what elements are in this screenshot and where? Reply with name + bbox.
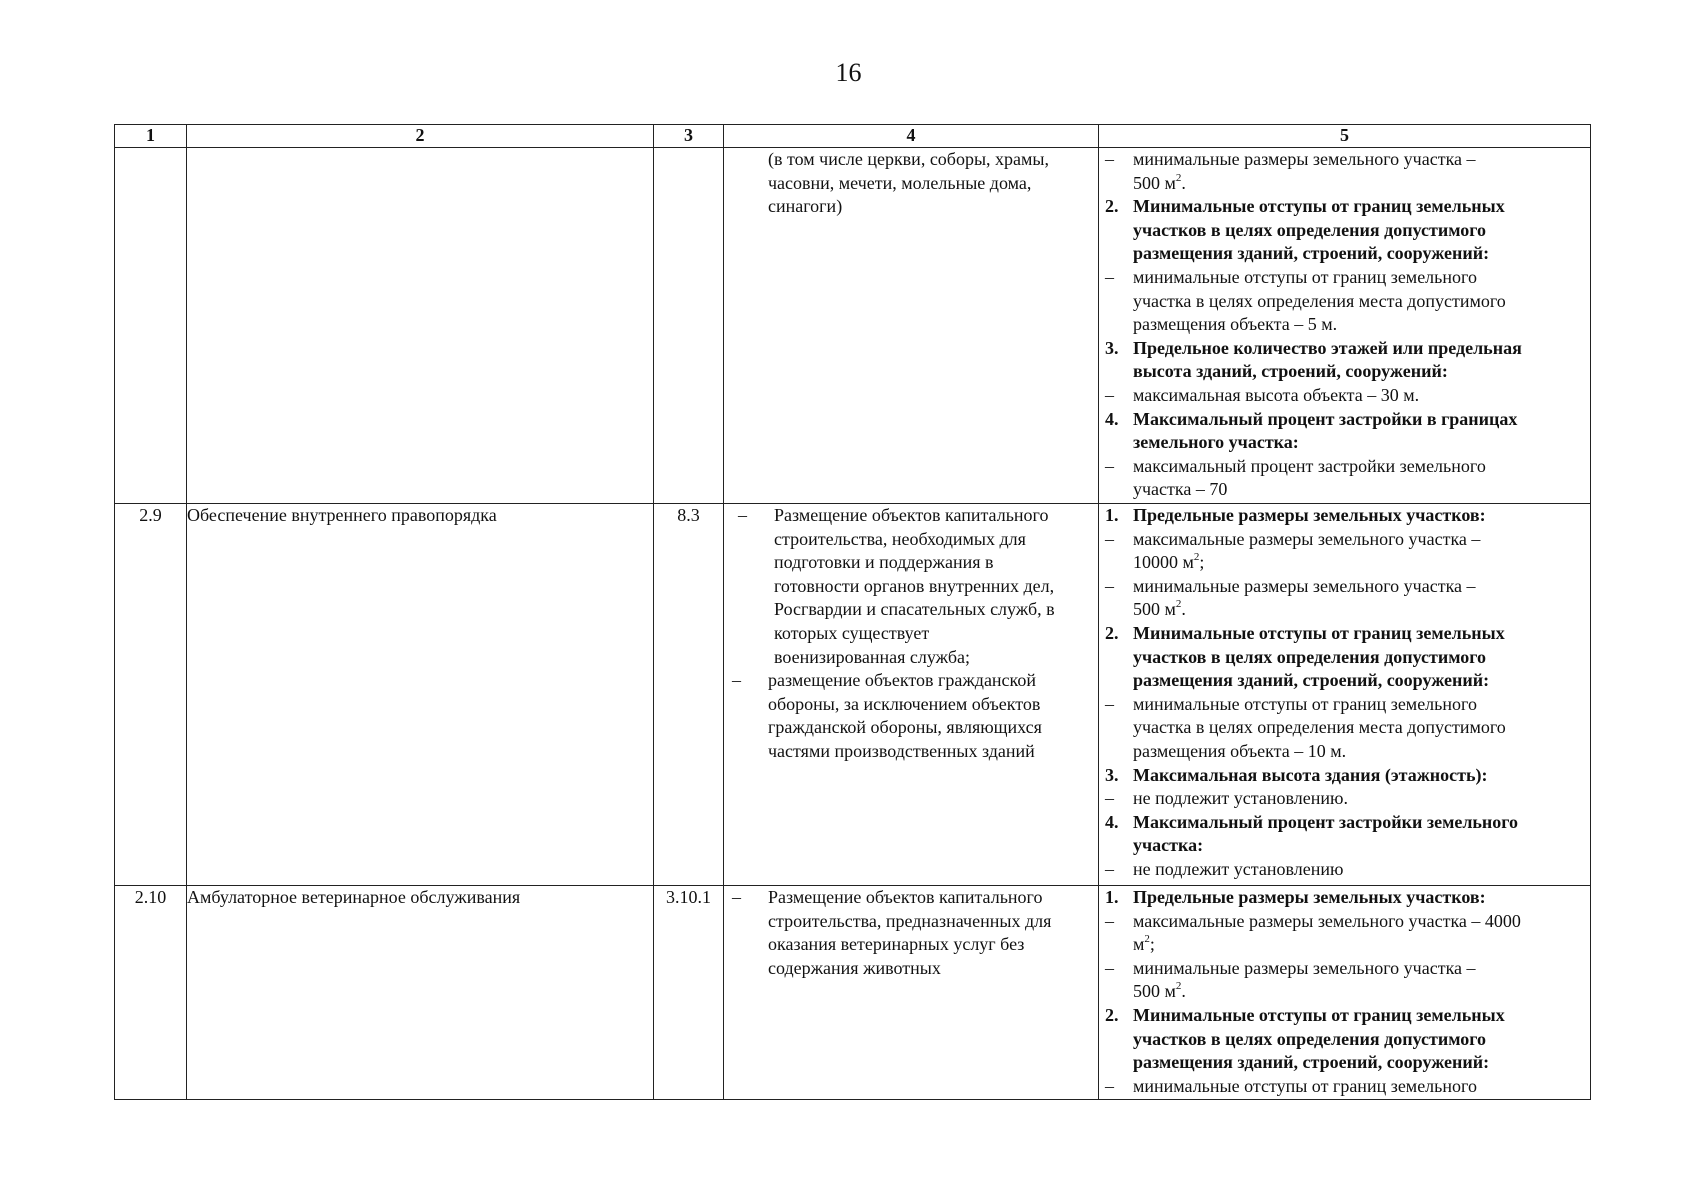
parameter-line: [1099, 313, 1590, 337]
parameter-text: Минимальные отступы от границ земельных: [1133, 196, 1505, 217]
parameter-text: минимальные отступы от границ земельного: [1133, 693, 1477, 714]
parameter-text: максимальные размеры земельного участка –: [1133, 528, 1481, 549]
parameter-line: [1099, 266, 1590, 290]
list-marker: –: [738, 505, 747, 525]
parameter-line: [1099, 910, 1590, 934]
description-text: оказания ветеринарных услуг без: [768, 934, 1025, 955]
parameter-text: размещения объекта – 5 м.: [1133, 314, 1338, 335]
dash-marker: –: [1105, 149, 1114, 169]
description-text: частями производственных зданий: [768, 740, 1035, 761]
permitted-use-name: Обеспечение внутреннего правопорядка: [187, 504, 654, 886]
classifier-code: [654, 148, 724, 504]
parameter-text: не подлежит установлению: [1133, 858, 1344, 879]
parameter-line: [1099, 337, 1590, 361]
punctuation: ;: [1199, 552, 1205, 573]
table-row: [115, 504, 1591, 886]
unit-exponent: 2: [1175, 598, 1182, 611]
description-text: размещение объектов гражданской: [768, 670, 1037, 691]
parameter-text: Предельные размеры земельных участков:: [1133, 505, 1486, 525]
parameters: [1099, 504, 1591, 886]
table-header-row: [115, 125, 1591, 148]
parameter-line: [1099, 242, 1590, 266]
punctuation: .: [1181, 981, 1186, 1002]
classifier-code: 8.3: [654, 504, 724, 886]
parameter-line: [1099, 528, 1590, 552]
description-line: [724, 172, 1098, 196]
row-number: [115, 148, 187, 504]
dash-marker: –: [1105, 575, 1114, 596]
description-line: [724, 504, 1098, 528]
parameter-text: участка – 70: [1133, 479, 1228, 500]
item-number: 2.: [1105, 622, 1119, 643]
parameter-text: участков в целях определения допустимого: [1133, 1028, 1486, 1049]
item-number: 1.: [1105, 505, 1119, 525]
parameter-line: [1099, 834, 1590, 858]
parameter-text: Предельные размеры земельных участков:: [1133, 887, 1486, 907]
list-marker: –: [732, 887, 741, 907]
permitted-use-name: Амбулаторное ветеринарное обслуживания: [187, 886, 654, 1100]
parameter-line: [1099, 740, 1590, 764]
description-text: гражданской обороны, являющихся: [768, 717, 1042, 738]
parameter-text: максимальный процент застройки земельного: [1133, 455, 1486, 476]
parameter-line: [1099, 219, 1590, 243]
parameter-text: 10000 м: [1133, 552, 1194, 573]
unit-exponent: 2: [1175, 980, 1182, 993]
description-line: [724, 933, 1098, 957]
parameter-line: [1099, 764, 1590, 788]
parameter-line: [1099, 504, 1590, 528]
description-text: синагоги): [768, 196, 843, 217]
description-line: [724, 148, 1098, 172]
use-description: [724, 886, 1099, 1100]
item-number: 4.: [1105, 408, 1119, 429]
parameter-text: максимальная высота объекта – 30 м.: [1133, 384, 1420, 405]
parameter-text: участка в целях определения места допустимого: [1133, 290, 1506, 311]
description-text: содержания животных: [768, 957, 941, 978]
parameter-text: минимальные отступы от границ земельного: [1133, 266, 1477, 287]
item-number: 3.: [1105, 764, 1119, 785]
unit-exponent: 2: [1144, 933, 1150, 946]
parameter-line: [1099, 646, 1590, 670]
parameter-line: [1099, 172, 1590, 196]
parameter-line: [1099, 716, 1590, 740]
dash-marker: –: [1105, 1075, 1114, 1096]
header-col-1: 1: [115, 125, 187, 148]
parameter-text: минимальные размеры земельного участка –: [1133, 957, 1476, 978]
parameter-text: 500 м: [1133, 981, 1176, 1002]
header-col-4: 4: [724, 125, 1099, 148]
description-line: [724, 551, 1098, 575]
parameter-line: [1099, 148, 1590, 172]
parameter-text: не подлежит установлению.: [1133, 788, 1348, 809]
table-row: [115, 886, 1591, 1100]
description-line: [724, 622, 1098, 646]
dash-marker: –: [1105, 910, 1114, 931]
list-marker: –: [732, 670, 741, 691]
parameter-text: размещения зданий, строений, сооружений:: [1133, 243, 1490, 264]
parameter-text: Предельное количество этажей или предельная: [1133, 337, 1522, 358]
description-line: [724, 669, 1098, 693]
description-text: военизированная служба;: [774, 646, 970, 667]
parameter-text: участков в целях определения допустимого: [1133, 646, 1486, 667]
parameter-line: [1099, 1028, 1590, 1052]
parameter-line: [1099, 408, 1590, 432]
dash-marker: –: [1105, 528, 1114, 549]
parameter-line: [1099, 858, 1590, 882]
parameter-line: [1099, 384, 1590, 408]
parameter-text: 500 м: [1133, 172, 1176, 193]
parameter-text: 500 м: [1133, 599, 1176, 620]
dash-marker: –: [1105, 957, 1114, 978]
parameter-line: [1099, 933, 1590, 957]
dash-marker: –: [1105, 266, 1114, 287]
parameter-text: размещения объекта – 10 м.: [1133, 740, 1347, 761]
parameter-line: [1099, 478, 1590, 502]
parameter-line: [1099, 551, 1590, 575]
parameter-line: [1099, 195, 1590, 219]
parameter-line: [1099, 622, 1590, 646]
parameter-line: [1099, 669, 1590, 693]
parameter-text: минимальные размеры земельного участка –: [1133, 149, 1476, 169]
dash-marker: –: [1105, 858, 1114, 879]
dash-marker: –: [1105, 455, 1114, 476]
description-line: [724, 646, 1098, 670]
description-line: [724, 195, 1098, 219]
parameter-line: [1099, 290, 1590, 314]
parameters: [1099, 148, 1591, 504]
parameter-text: Минимальные отступы от границ земельных: [1133, 1004, 1505, 1025]
parameter-line: [1099, 886, 1590, 910]
description-line: [724, 740, 1098, 764]
parameter-text: высота зданий, строений, сооружений:: [1133, 361, 1448, 382]
description-text: Росгвардии и спасательных служб, в: [774, 599, 1055, 620]
parameter-line: [1099, 431, 1590, 455]
punctuation: .: [1181, 599, 1186, 620]
parameter-line: [1099, 957, 1590, 981]
parameters: [1099, 886, 1591, 1100]
description-text: Размещение объектов капитального: [774, 505, 1049, 525]
unit-exponent: 2: [1175, 171, 1182, 184]
header-col-3: 3: [654, 125, 724, 148]
description-text: подготовки и поддержания в: [774, 552, 994, 573]
item-number: 1.: [1105, 887, 1119, 907]
parameter-line: [1099, 787, 1590, 811]
description-text: строительства, предназначенных для: [768, 910, 1052, 931]
parameter-line: [1099, 455, 1590, 479]
description-text: обороны, за исключением объектов: [768, 693, 1041, 714]
item-number: 2.: [1105, 1004, 1119, 1025]
description-line: [724, 575, 1098, 599]
description-text: строительства, необходимых для: [774, 528, 1026, 549]
use-description: [724, 504, 1099, 886]
parameter-text: Максимальный процент застройки земельного: [1133, 811, 1519, 832]
parameter-line: [1099, 980, 1590, 1004]
parameter-line: [1099, 811, 1590, 835]
parameter-line: [1099, 1075, 1590, 1099]
punctuation: .: [1181, 172, 1186, 193]
parameter-line: [1099, 598, 1590, 622]
description-line: [724, 910, 1098, 934]
parameter-text: Минимальные отступы от границ земельных: [1133, 622, 1505, 643]
description-text: готовности органов внутренних дел,: [774, 575, 1055, 596]
row-number: 2.10: [115, 886, 187, 1100]
parameter-line: [1099, 693, 1590, 717]
parameter-text: Максимальная высота здания (этажность):: [1133, 764, 1488, 785]
description-text: часовни, мечети, молельные дома,: [768, 172, 1032, 193]
description-text: (в том числе церкви, соборы, храмы,: [768, 149, 1050, 169]
parameter-text: размещения зданий, строений, сооружений:: [1133, 670, 1490, 691]
parameter-text: размещения зданий, строений, сооружений:: [1133, 1052, 1490, 1073]
description-line: [724, 716, 1098, 740]
table-body: [115, 148, 1591, 1100]
dash-marker: –: [1105, 788, 1114, 809]
classifier-code: 3.10.1: [654, 886, 724, 1100]
parameter-text: максимальные размеры земельного участка – 4000: [1133, 910, 1521, 931]
header-col-2: 2: [187, 125, 654, 148]
parameter-text: минимальные размеры земельного участка –: [1133, 575, 1476, 596]
item-number: 4.: [1105, 811, 1119, 832]
parameter-text: минимальные отступы от границ земельного: [1133, 1075, 1477, 1096]
permitted-use-name: [187, 148, 654, 504]
description-line: [724, 528, 1098, 552]
description-text: Размещение объектов капитального: [768, 887, 1043, 907]
use-description: [724, 148, 1099, 504]
unit-exponent: 2: [1193, 551, 1200, 564]
parameter-text: участка:: [1133, 835, 1204, 856]
parameter-line: [1099, 575, 1590, 599]
parameter-text: участка в целях определения места допустимого: [1133, 717, 1506, 738]
description-line: [724, 598, 1098, 622]
item-number: 3.: [1105, 337, 1119, 358]
regulations-table: [114, 124, 1591, 1100]
page-number: 16: [835, 58, 862, 87]
parameter-text: участков в целях определения допустимого: [1133, 219, 1486, 240]
dash-marker: –: [1105, 693, 1114, 714]
parameter-line: [1099, 1004, 1590, 1028]
description-line: [724, 886, 1098, 910]
row-number: 2.9: [115, 504, 187, 886]
punctuation: ;: [1149, 934, 1155, 955]
parameter-text: земельного участка:: [1133, 432, 1299, 453]
parameter-text: Максимальный процент застройки в границах: [1133, 408, 1518, 429]
parameter-line: [1099, 360, 1590, 384]
header-col-5: 5: [1099, 125, 1591, 148]
description-text: которых существует: [774, 622, 930, 643]
parameter-text: м: [1133, 934, 1145, 955]
description-line: [724, 693, 1098, 717]
dash-marker: –: [1105, 384, 1114, 405]
table-row: [115, 148, 1591, 504]
item-number: 2.: [1105, 196, 1119, 217]
parameter-line: [1099, 1051, 1590, 1075]
description-line: [724, 957, 1098, 981]
